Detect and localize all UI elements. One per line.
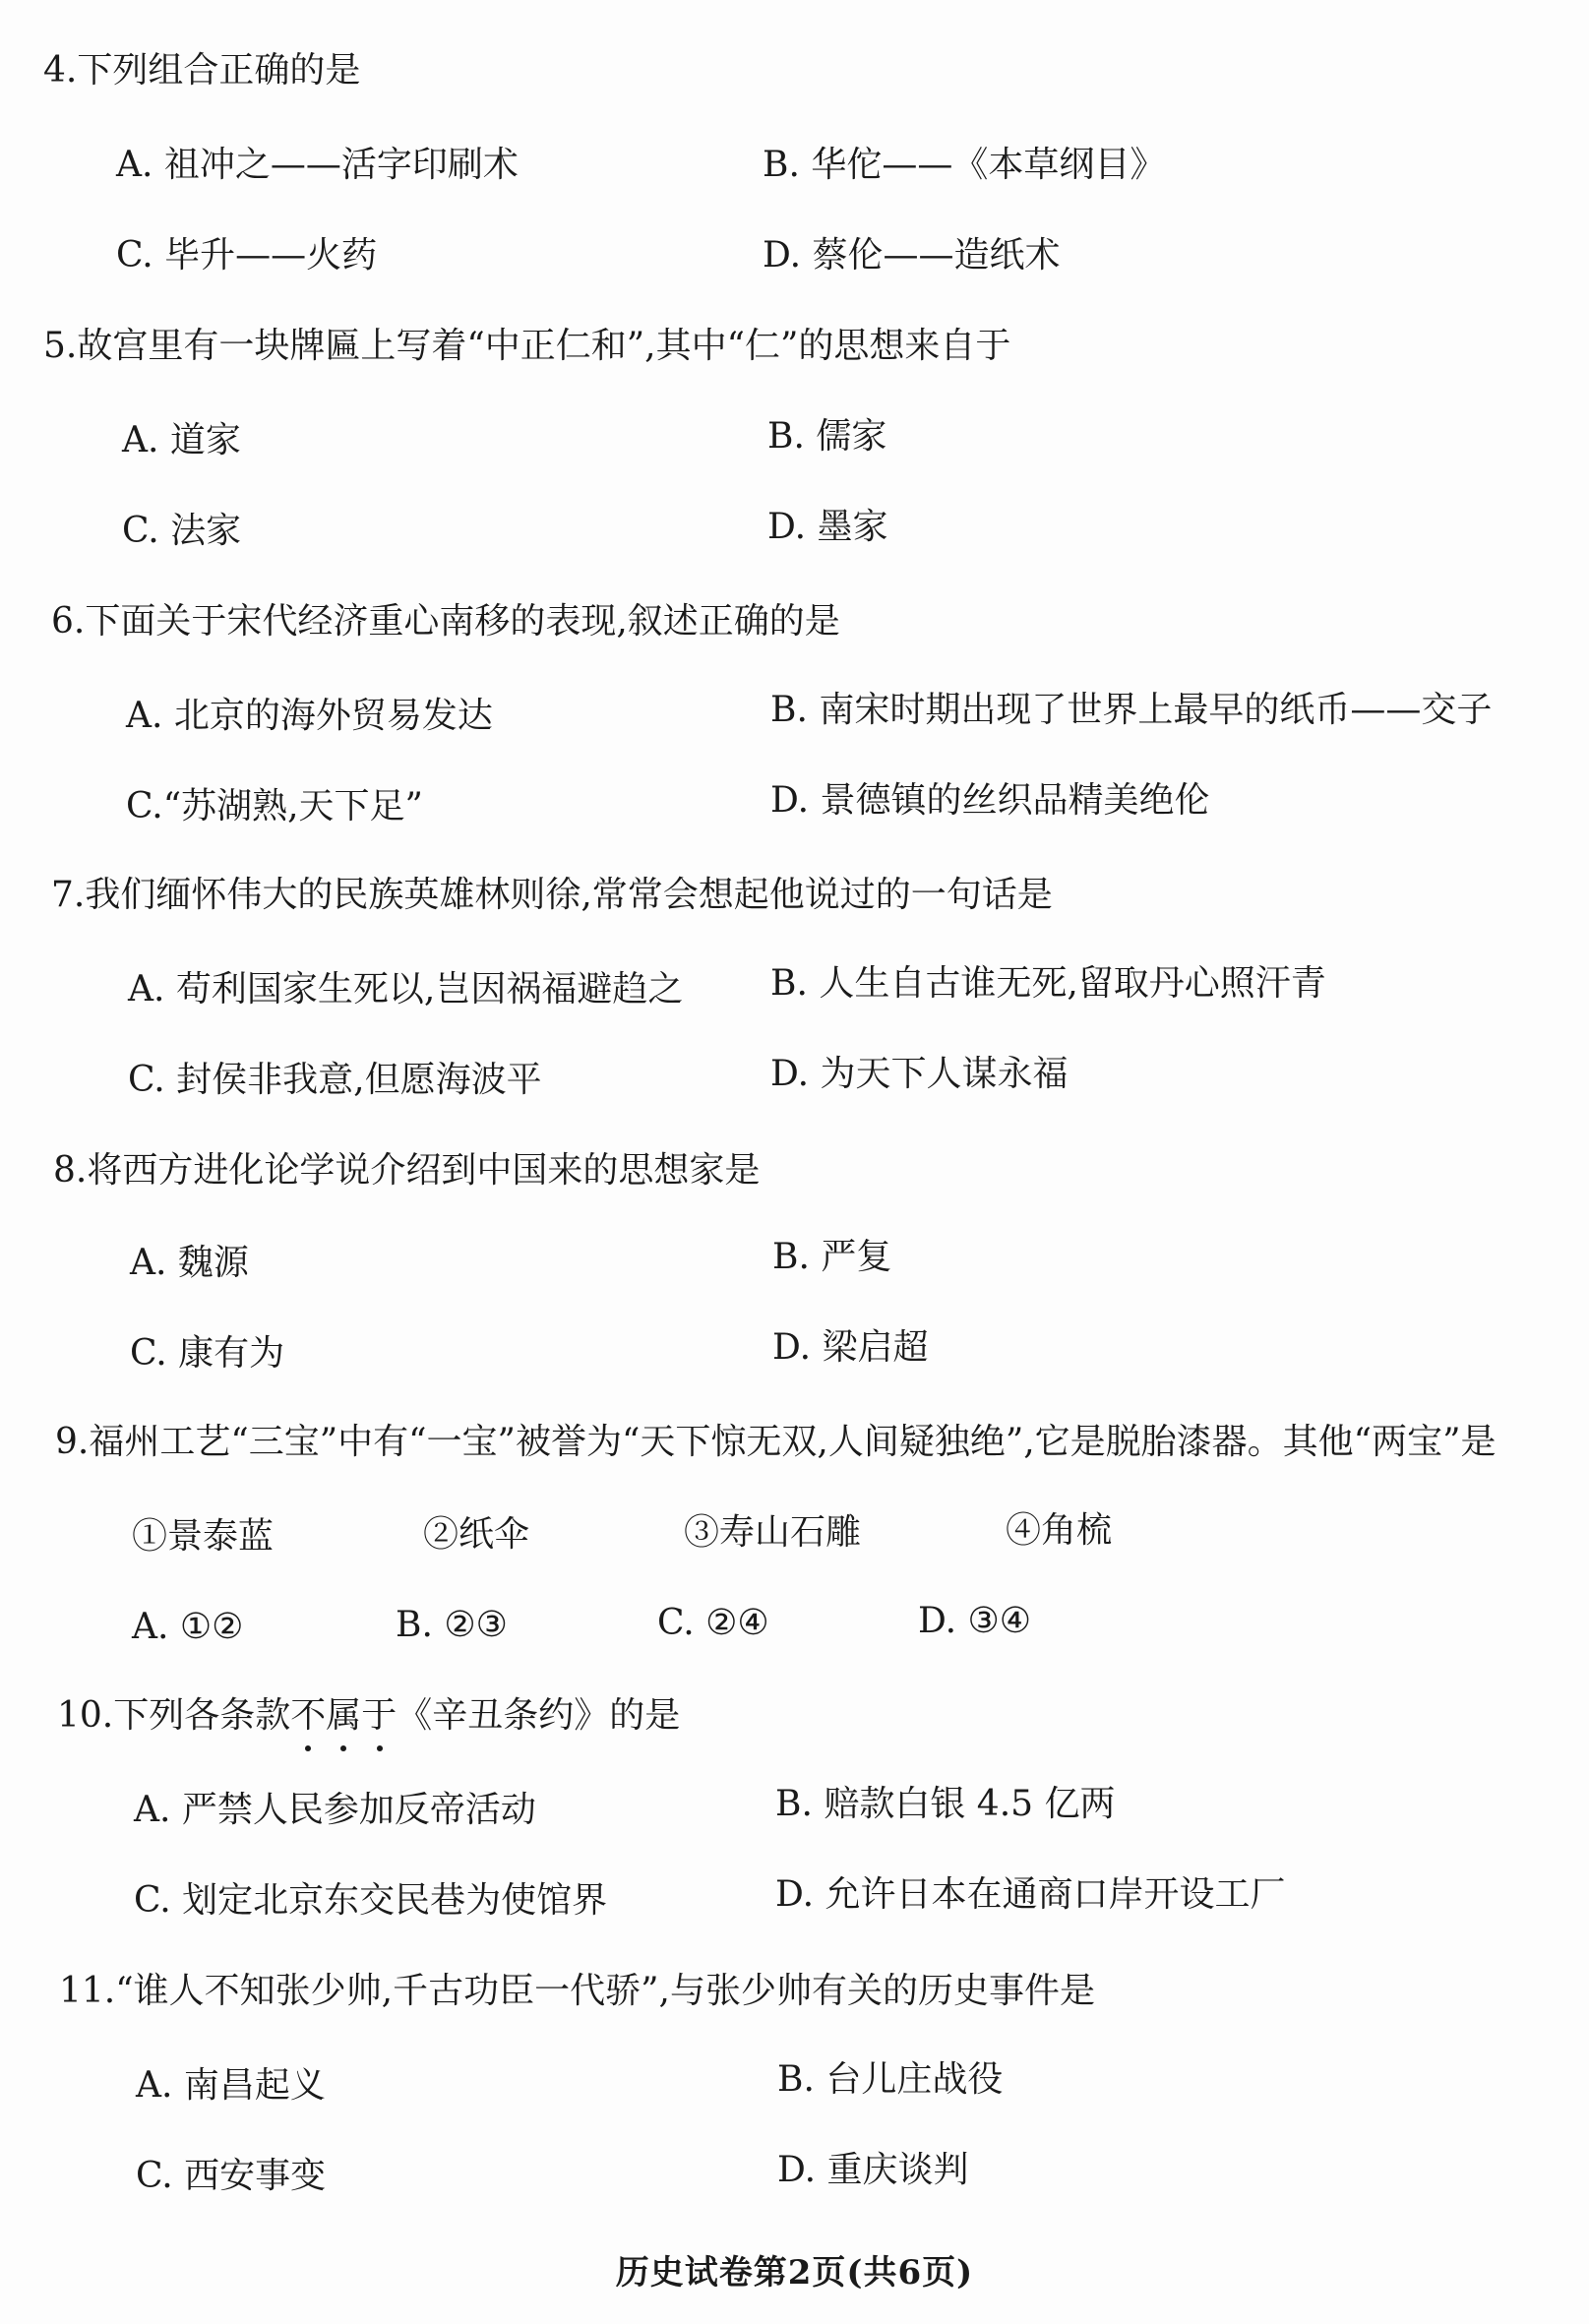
- emphasis-dot: [340, 1745, 346, 1751]
- option-d: D. 为天下人谋永福: [770, 1054, 1069, 1094]
- page-footer: 历史试卷第2页(共6页): [615, 2253, 974, 2293]
- stem-text: 《辛丑条约》的是: [397, 1695, 681, 1736]
- option-d: D. 景德镇的丝织品精美绝伦: [770, 780, 1210, 821]
- option-c: C. 法家: [122, 511, 242, 551]
- option-b: B. 儒家: [767, 416, 887, 457]
- option-c: C. 划定北京东交民巷为使馆界: [134, 1880, 608, 1921]
- stem-text: 10.下列各条款: [57, 1695, 291, 1736]
- item-1: ①景泰蓝: [132, 1516, 275, 1557]
- question-stem: 9.福州工艺“三宝”中有“一宝”被誉为“天下惊无双,人间疑独绝”,它是脱胎漆器。其他“两宝”是: [55, 1422, 1497, 1462]
- option-d: D. ③④: [918, 1601, 1032, 1641]
- option-a: A. 严禁人民参加反帝活动: [134, 1790, 536, 1830]
- emphasis-label: 不属于: [290, 1695, 397, 1736]
- option-b: B. ②③: [396, 1605, 508, 1645]
- option-a: A. 苟利国家生死以,岂因祸福避趋之: [128, 969, 684, 1009]
- item-3: ③寿山石雕: [684, 1512, 862, 1553]
- emphasis-text: [290, 1694, 397, 1738]
- option-c: C.“苏湖熟,天下足”: [126, 786, 423, 826]
- item-4: ④角梳: [1006, 1510, 1113, 1551]
- question-stem: 11.“谁人不知张少帅,千古功臣一代骄”,与张少帅有关的历史事件是: [59, 1971, 1095, 2011]
- emphasis-dot: [305, 1745, 311, 1751]
- option-b: B. 南宋时期出现了世界上最早的纸币——交子: [770, 690, 1493, 730]
- option-d: D. 梁启超: [772, 1327, 929, 1368]
- option-c: C. 毕升——火药: [116, 235, 378, 275]
- option-b: B. 严复: [772, 1237, 892, 1277]
- option-c: C. 封侯非我意,但愿海波平: [128, 1060, 542, 1100]
- question-stem: 7.我们缅怀伟大的民族英雄林则徐,常常会想起他说过的一句话是: [51, 875, 1053, 915]
- emphasis-dot: [377, 1745, 383, 1751]
- option-c: C. 西安事变: [136, 2156, 327, 2196]
- option-b: B. 人生自古谁无死,留取丹心照汗青: [770, 963, 1326, 1004]
- option-a: A. 祖冲之——活字印刷术: [116, 145, 519, 185]
- option-c: C. ②④: [657, 1603, 769, 1643]
- option-b: B. 赔款白银 4.5 亿两: [775, 1784, 1116, 1824]
- option-a: A. 道家: [122, 420, 241, 460]
- option-c: C. 康有为: [130, 1333, 285, 1374]
- option-b: B. 华佗——《本草纲目》: [763, 145, 1166, 185]
- question-stem: 6.下面关于宋代经济重心南移的表现,叙述正确的是: [51, 601, 840, 642]
- option-a: A. 南昌起义: [136, 2065, 326, 2106]
- question-stem: [57, 1694, 680, 1738]
- question-stem: 8.将西方进化论学说介绍到中国来的思想家是: [53, 1150, 761, 1191]
- option-a: A. ①②: [132, 1607, 244, 1647]
- question-stem: 4.下列组合正确的是: [43, 50, 361, 91]
- question-stem: 5.故宫里有一块牌匾上写着“中正仁和”,其中“仁”的思想来自于: [43, 326, 1011, 366]
- option-d: D. 重庆谈判: [777, 2150, 969, 2190]
- option-a: A. 北京的海外贸易发达: [126, 696, 493, 736]
- option-b: B. 台儿庄战役: [777, 2059, 1004, 2100]
- option-d: D. 墨家: [767, 507, 888, 547]
- option-d: D. 蔡伦——造纸术: [763, 235, 1061, 275]
- option-a: A. 魏源: [130, 1243, 249, 1283]
- item-2: ②纸伞: [423, 1514, 530, 1555]
- option-d: D. 允许日本在通商口岸开设工厂: [775, 1874, 1286, 1915]
